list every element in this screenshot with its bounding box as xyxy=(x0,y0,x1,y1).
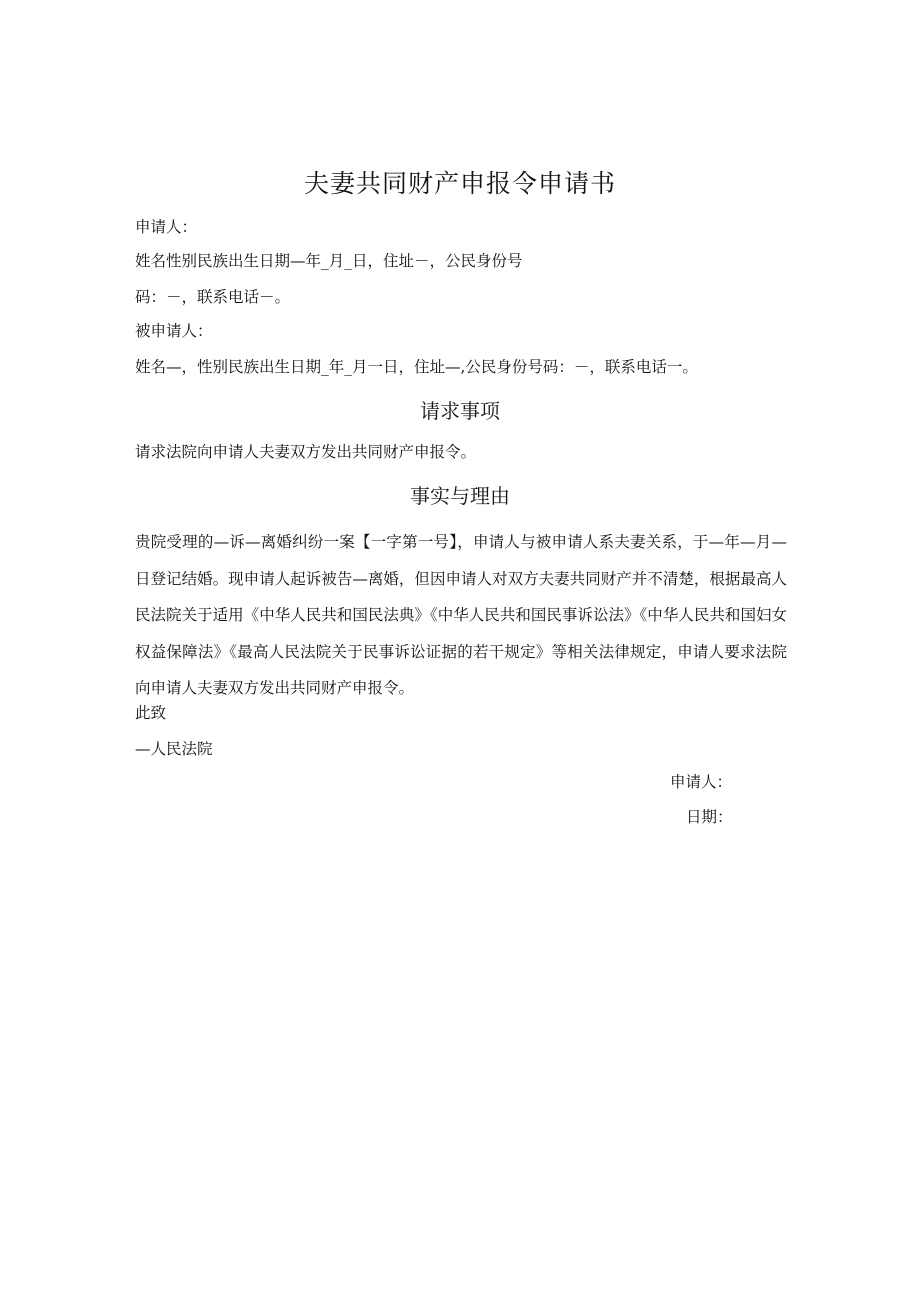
request-heading: 请求事项 xyxy=(420,399,500,423)
facts-heading: 事实与理由 xyxy=(410,484,510,508)
document-title: 夫妻共同财产申报令申请书 xyxy=(303,169,616,198)
respondent-label: 被申请人： xyxy=(135,322,213,340)
signature-date-label: 日期： xyxy=(686,808,733,826)
respondent-info-line: 姓名—，性别民族出生日期_年_月一日，住址—,公民身份号码：－，联系电话一。 xyxy=(135,358,698,376)
court-name: —人民法院 xyxy=(135,740,213,758)
facts-paragraph: 贵院受理的—诉—离婚纠纷一案【一字第一号】，申请人与被申请人系夫妻关系，于—年—月—日登记结婚。现申请人起诉被告—离婚，但因申请人对双方夫妻共同财产并不清楚，根据最高人民法院关于适用《中华人民共和国民法典》《中华人民共和国民事诉讼法》《中华人民共和国妇女权益保障法》《最高人民法院关于民事诉讼证据的若干规定》等相关法律规定，申请人要求法院向申请人夫妻双方发出共同财产申报令。 xyxy=(135,533,787,697)
applicant-info-line-1: 姓名性别民族出生日期—年_月_日，住址－，公民身份号 xyxy=(135,252,523,270)
applicant-label: 申请人： xyxy=(135,218,198,236)
applicant-info-line-2: 码：－，联系电话－。 xyxy=(135,288,291,306)
signature-applicant-label: 申请人： xyxy=(670,773,733,791)
closing-text: 此致 xyxy=(135,704,167,722)
request-text: 请求法院向申请人夫妻双方发出共同财产申报令。 xyxy=(135,443,477,461)
